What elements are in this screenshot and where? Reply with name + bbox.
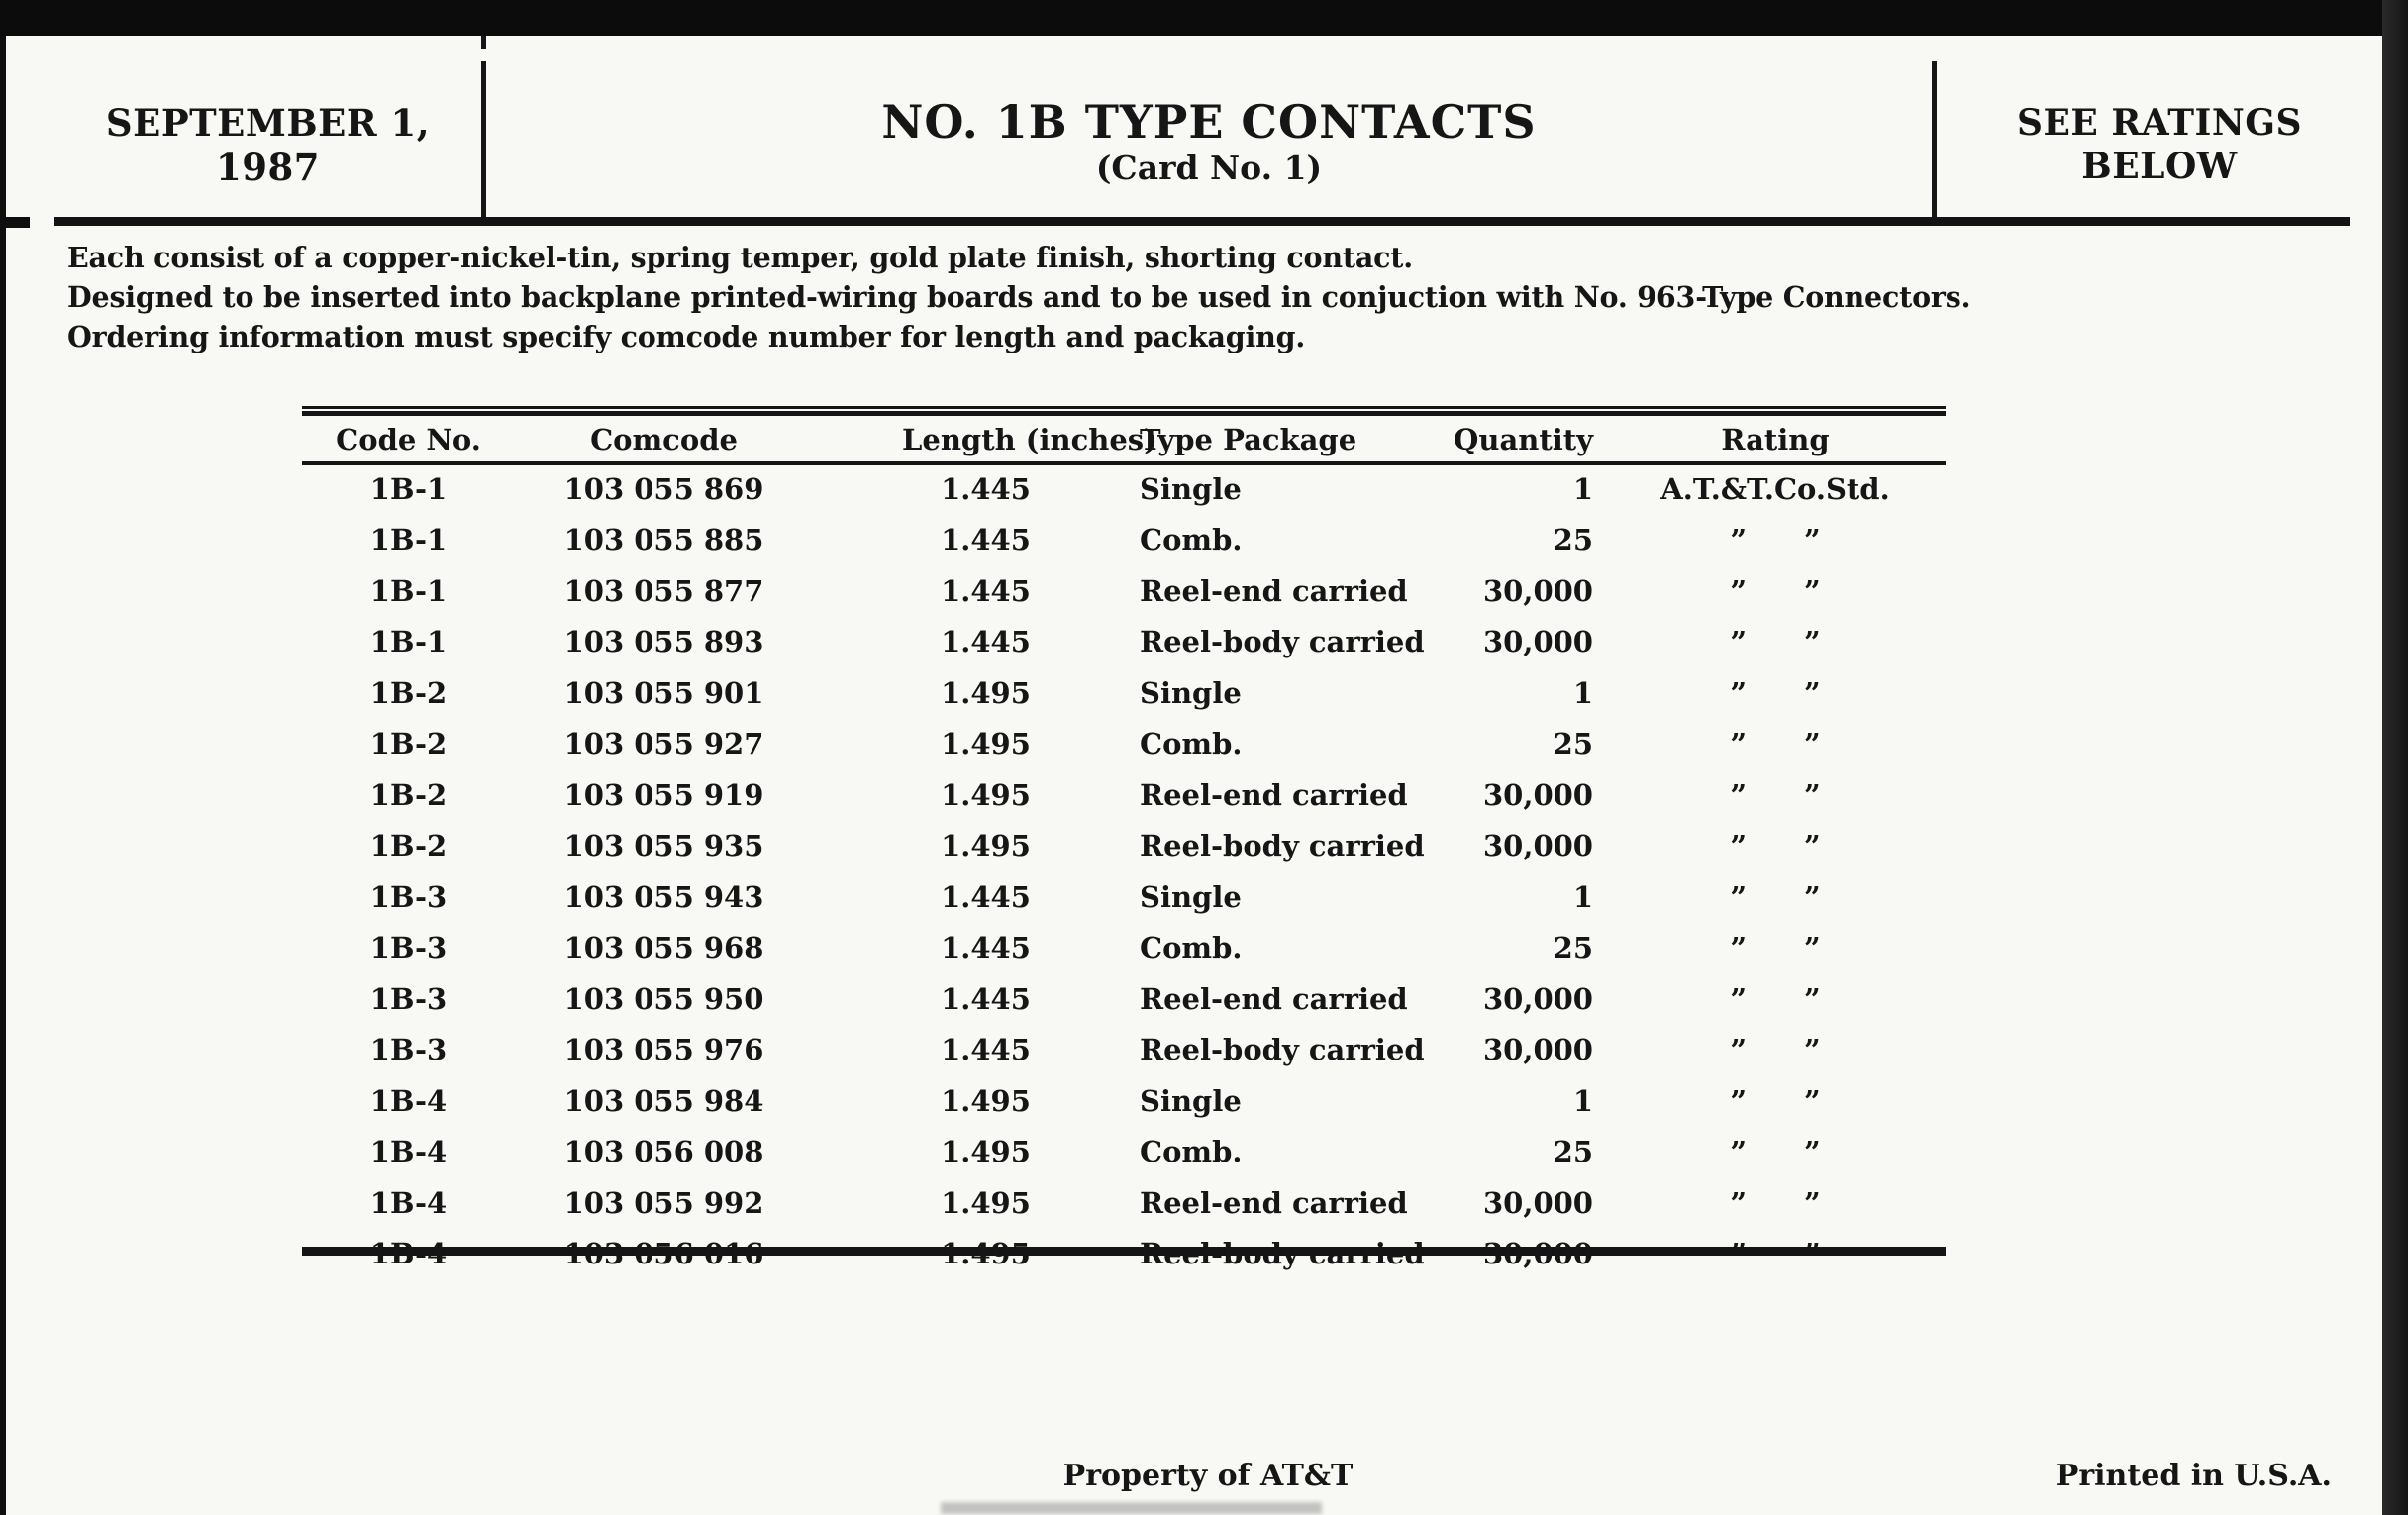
cell-comcode: 103 055 901 <box>563 675 764 710</box>
table-row <box>302 667 1946 719</box>
cell-code-no: 1B-3 <box>369 981 448 1016</box>
cell-comcode: 103 055 976 <box>563 1033 764 1067</box>
table-row <box>302 923 1946 974</box>
cell-code-no: 1B-2 <box>369 675 448 710</box>
description-line2: Designed to be inserted into backplane printed-wiring boards and to be used in conjuction with No. 963-Type Connectors. <box>67 280 1971 314</box>
cell-rating: ” ” <box>1730 523 1821 557</box>
page-subtitle: (Card No. 1) <box>1095 149 1323 187</box>
cell-code-no: 1B-1 <box>369 523 448 557</box>
table-row <box>302 719 1946 770</box>
cell-type-package: Single <box>1140 675 1242 710</box>
cell-code-no: 1B-3 <box>369 1033 448 1067</box>
cell-quantity: 30,000 <box>1483 625 1593 659</box>
cell-rating: ” ” <box>1730 777 1821 812</box>
table-row <box>302 617 1946 668</box>
column-header-length: Length (inches) <box>902 423 1157 456</box>
cell-rating: ” ” <box>1730 829 1821 863</box>
cell-quantity: 1 <box>1572 471 1593 506</box>
description-line1: Each consist of a copper-nickel-tin, spring temper, gold plate finish, shorting contact. <box>67 241 1413 274</box>
cell-code-no: 1B-2 <box>369 777 448 812</box>
footer-property-note: Property of AT&T <box>1062 1459 1354 1493</box>
table-row <box>302 515 1946 566</box>
cell-quantity: 30,000 <box>1483 573 1593 608</box>
table-body <box>302 463 1946 1279</box>
cell-rating: ” ” <box>1730 1135 1821 1169</box>
cell-quantity: 30,000 <box>1483 1237 1593 1271</box>
cell-type-package: Reel-end carried <box>1140 777 1408 812</box>
scan-bottom-smudge <box>941 1502 1322 1514</box>
cell-type-package: Reel-end carried <box>1140 981 1408 1016</box>
table-row <box>302 1229 1946 1280</box>
cell-type-package: Comb. <box>1140 523 1243 557</box>
cell-length: 1.445 <box>941 981 1031 1016</box>
cell-length: 1.445 <box>941 625 1031 659</box>
issue-date-line2: 1987 <box>216 146 320 189</box>
cell-rating: ” ” <box>1730 573 1821 608</box>
cell-comcode: 103 056 016 <box>563 1237 764 1271</box>
cell-type-package: Comb. <box>1140 727 1243 761</box>
table-row <box>302 565 1946 617</box>
cell-quantity: 25 <box>1553 1135 1593 1169</box>
header-bottom-rule <box>54 217 2350 226</box>
cell-quantity: 30,000 <box>1483 1033 1593 1067</box>
cell-type-package: Reel-body carried <box>1140 625 1425 659</box>
cell-quantity: 30,000 <box>1483 1185 1593 1220</box>
footer-printed-note: Printed in U.S.A. <box>2056 1459 2332 1493</box>
cell-rating: ” ” <box>1730 1083 1821 1118</box>
header-divider-tick <box>481 36 486 49</box>
cell-length: 1.495 <box>941 777 1031 812</box>
cell-length: 1.495 <box>941 727 1031 761</box>
table-row <box>302 821 1946 872</box>
cell-comcode: 103 055 885 <box>563 523 764 557</box>
cell-length: 1.495 <box>941 1135 1031 1169</box>
cell-code-no: 1B-4 <box>369 1237 448 1271</box>
cell-type-package: Comb. <box>1140 931 1243 965</box>
cell-length: 1.445 <box>941 931 1031 965</box>
cell-code-no: 1B-4 <box>369 1135 448 1169</box>
table-row <box>302 1127 1946 1178</box>
cell-code-no: 1B-4 <box>369 1185 448 1220</box>
cell-code-no: 1B-4 <box>369 1083 448 1118</box>
cell-comcode: 103 055 919 <box>563 777 764 812</box>
ratings-note-line1: SEE RATINGS <box>2016 102 2303 144</box>
cell-rating: ” ” <box>1730 981 1821 1016</box>
cell-comcode: 103 055 968 <box>563 931 764 965</box>
issue-date-line1: SEPTEMBER 1, <box>105 101 431 145</box>
cell-comcode: 103 055 935 <box>563 829 764 863</box>
cell-type-package: Reel-body carried <box>1140 1033 1425 1067</box>
cell-type-package: Single <box>1140 879 1242 914</box>
scan-left-notch-mark <box>0 217 30 228</box>
scan-right-edge-band <box>2382 0 2408 1515</box>
cell-type-package: Reel-body carried <box>1140 1237 1425 1271</box>
cell-length: 1.495 <box>941 1185 1031 1220</box>
ratings-note <box>1937 101 2382 188</box>
cell-quantity: 30,000 <box>1483 981 1593 1016</box>
description-line3: Ordering information must specify comcode number for length and packaging. <box>67 320 1306 354</box>
cell-code-no: 1B-3 <box>369 931 448 965</box>
ordering-table <box>302 416 1946 1279</box>
cell-length: 1.445 <box>941 523 1031 557</box>
cell-length: 1.445 <box>941 1033 1031 1067</box>
table-row <box>302 871 1946 923</box>
cell-comcode: 103 056 008 <box>563 1135 764 1169</box>
cell-length: 1.495 <box>941 675 1031 710</box>
cell-type-package: Reel-end carried <box>1140 1185 1408 1220</box>
table-row <box>302 1177 1946 1229</box>
product-description <box>67 238 2038 356</box>
document-title-block <box>486 95 1932 188</box>
issue-date <box>54 101 481 190</box>
scan-left-edge-line <box>0 36 6 1515</box>
cell-quantity: 1 <box>1572 675 1593 710</box>
cell-rating: ” ” <box>1730 727 1821 761</box>
cell-type-package: Reel-body carried <box>1140 829 1425 863</box>
column-header-quantity: Quantity <box>1454 423 1593 456</box>
cell-code-no: 1B-2 <box>369 829 448 863</box>
cell-code-no: 1B-1 <box>369 573 448 608</box>
column-header-rating: Rating <box>1721 423 1830 456</box>
cell-length: 1.445 <box>941 879 1031 914</box>
cell-type-package: Single <box>1140 471 1242 506</box>
cell-rating: ” ” <box>1730 675 1821 710</box>
column-header-comcode: Comcode <box>590 423 738 456</box>
cell-rating: A.T.&T.Co.Std. <box>1660 471 1890 506</box>
cell-type-package: Reel-end carried <box>1140 573 1408 608</box>
cell-code-no: 1B-3 <box>369 879 448 914</box>
cell-quantity: 30,000 <box>1483 777 1593 812</box>
cell-length: 1.445 <box>941 471 1031 506</box>
column-header-code-no: Code No. <box>336 423 481 456</box>
cell-rating: ” ” <box>1730 931 1821 965</box>
cell-comcode: 103 055 893 <box>563 625 764 659</box>
table-row <box>302 463 1946 515</box>
cell-comcode: 103 055 869 <box>563 471 764 506</box>
cell-length: 1.495 <box>941 1083 1031 1118</box>
cell-comcode: 103 055 943 <box>563 879 764 914</box>
cell-type-package: Single <box>1140 1083 1242 1118</box>
page-title: NO. 1B TYPE CONTACTS <box>881 95 1537 149</box>
cell-length: 1.495 <box>941 829 1031 863</box>
cell-length: 1.445 <box>941 573 1031 608</box>
ratings-note-line2: BELOW <box>2081 146 2238 187</box>
cell-rating: ” ” <box>1730 1185 1821 1220</box>
cell-comcode: 103 055 992 <box>563 1185 764 1220</box>
cell-rating: ” ” <box>1730 625 1821 659</box>
table-row <box>302 973 1946 1025</box>
cell-code-no: 1B-1 <box>369 471 448 506</box>
cell-quantity: 1 <box>1572 1083 1593 1118</box>
cell-quantity: 30,000 <box>1483 829 1593 863</box>
table-header-row <box>302 416 1946 463</box>
cell-rating: ” ” <box>1730 879 1821 914</box>
cell-quantity: 1 <box>1572 879 1593 914</box>
cell-code-no: 1B-1 <box>369 625 448 659</box>
cell-quantity: 25 <box>1553 727 1593 761</box>
cell-comcode: 103 055 927 <box>563 727 764 761</box>
cell-quantity: 25 <box>1553 523 1593 557</box>
cell-rating: ” ” <box>1730 1237 1821 1271</box>
table-row <box>302 769 1946 821</box>
cell-rating: ” ” <box>1730 1033 1821 1067</box>
table-row <box>302 1025 1946 1076</box>
scan-top-black-bar <box>0 0 2408 36</box>
column-header-type-package: Type Package <box>1140 423 1357 456</box>
table-top-rule-thin <box>302 406 1946 409</box>
cell-quantity: 25 <box>1553 931 1593 965</box>
cell-comcode: 103 055 877 <box>563 573 764 608</box>
cell-length: 1.495 <box>941 1237 1031 1271</box>
table-row <box>302 1075 1946 1127</box>
cell-comcode: 103 055 984 <box>563 1083 764 1118</box>
cell-comcode: 103 055 950 <box>563 981 764 1016</box>
cell-type-package: Comb. <box>1140 1135 1243 1169</box>
cell-code-no: 1B-2 <box>369 727 448 761</box>
